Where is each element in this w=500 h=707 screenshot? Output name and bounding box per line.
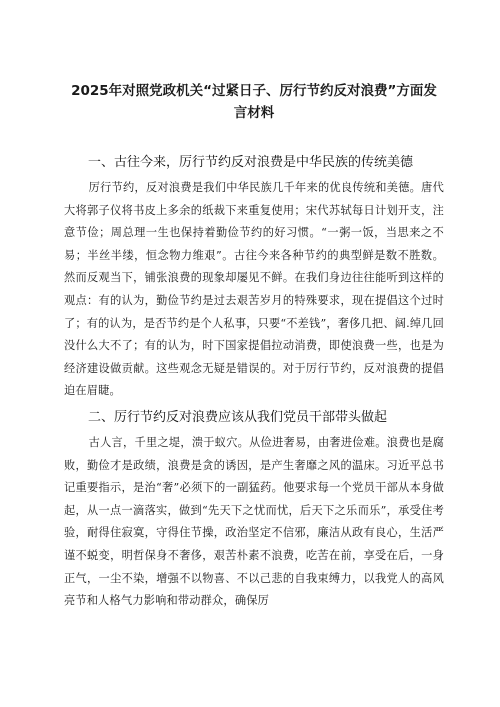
section-2 [64, 407, 444, 613]
section-heading: 一、古往今来，厉行节约反对浪费是中华民族的传统美德 [88, 155, 414, 170]
section-1 [64, 152, 444, 403]
document-title: 2025年对照党政机关“过紧日子、厉行节约反对浪费”方面发言材料 [71, 83, 437, 121]
section-heading: 二、厉行节约反对浪费应该从我们党员干部带头做起 [88, 409, 388, 425]
section-paragraph: 古人言，千里之堤，溃于蚁穴。从俭进奢易，由奢进俭难。浪费也是腐败，勤俭才是政绩，浪费是贪的诱因，是产生奢靡之风的温床。习近平总书记重要指示，是治“奢”必须下的一副猛药。他要求每一个党员干部从本身做起，从一点一滴落实，做到“先天下之忧而忧，后天下之乐而乐”，承受住考验，耐得住寂寞，守得住节操，政治坚定不信邪，廉洁从政有良心，生活严谨不蜕变，明哲保身不奢侈，艰苦朴素不浪费，吃苦在前，享受在后，一身正气，一尘不染，增强不以物喜、不以己悲的自我束缚力，以我党人的高风亮节和人格气力影响和带动群众，确保厉 [64, 435, 444, 608]
section-paragraph: 厉行节约，反对浪费是我们中华民族几千年来的优良传统和美德。唐代大将郭子仪将书皮上多余的纸裁下来重复使用；宋代苏轼每日计划开支，注意节俭；周总理一生也保持着勤俭节约的好习惯。“一粥一饭，当思来之不易；半丝半缕，恒念物力维艰”。古往今来各种节约的典型鲜是数不胜数。然而反观当下，铺张浪费的现象却屡见不鲜。在我们身边往往能听到这样的观点：有的认为，勤俭节约是过去艰苦岁月的特殊要求，现在提倡这个过时了；有的认为，是否节约是个人私事，只要“不差钱”，奢侈几把、阔.绰几回没什么大不了；有的认为，时下国家提倡拉动消费，即使浪费一些，也是为经济建设做贡献。这些观念无疑是错误的。对于厉行节约，反对浪费的提倡迫在眉睫。 [64, 181, 444, 398]
